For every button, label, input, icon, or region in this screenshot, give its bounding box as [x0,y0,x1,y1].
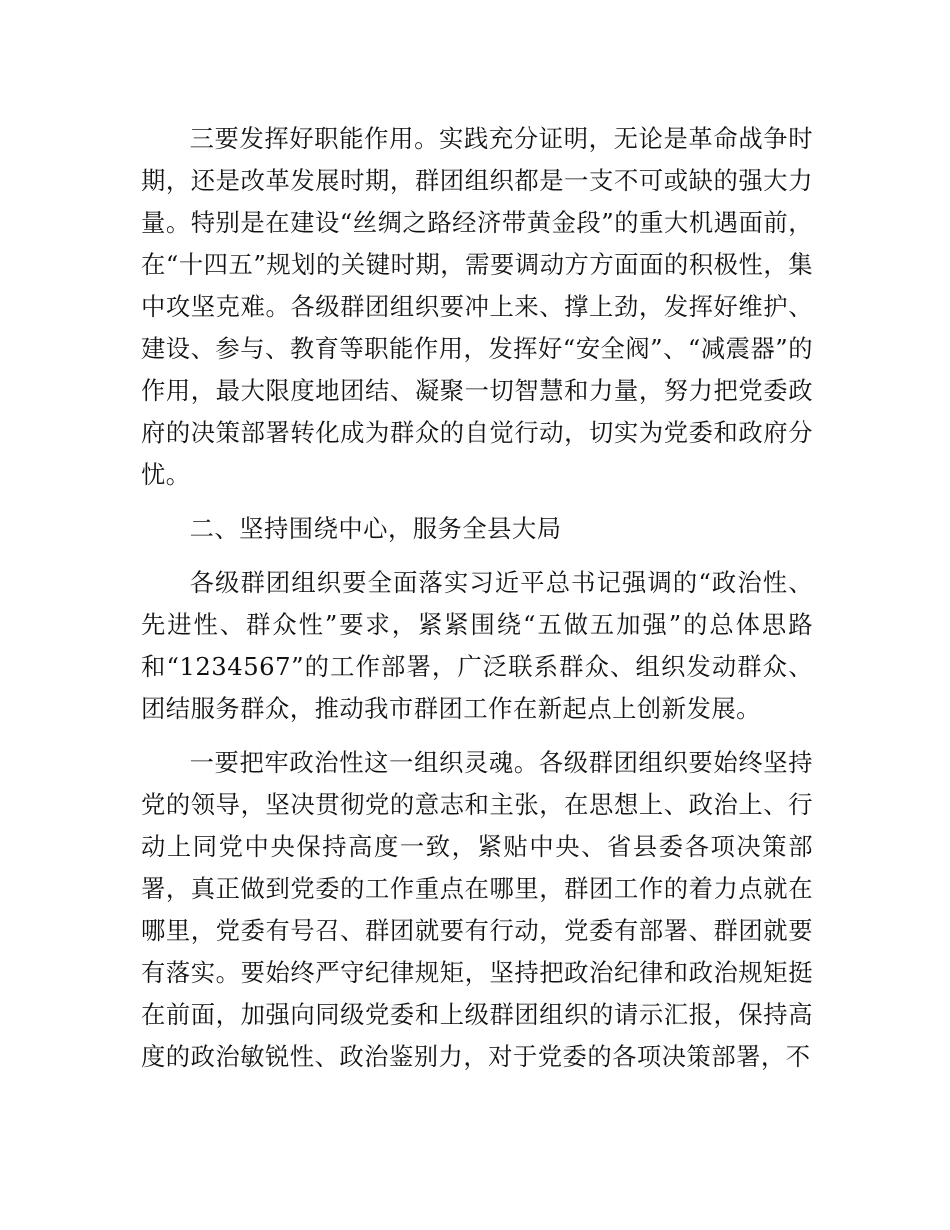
paragraph-gap [141,496,813,508]
paragraph-function-role: 三要发挥好职能作用。实践充分证明，无论是革命战争时期，还是改革发展时期，群团组织都是一支不可或缺的强大力量。特别是在建设“丝绸之路经济带黄金段”的重大机遇面前，在“十四五”规划的关键时期，需要调动方方面面的积极性，集中攻坚克难。各级群团组织要冲上来、撑上劲，发挥好维护、建设、参与、教育等职能作用，发挥好“安全阀”、“减震器”的作用，最大限度地团结、凝聚一切智慧和力量，努力把党委政府的决策部署转化成为群众的自觉行动，切实为党委和政府分忧。 [141,124,813,489]
paragraph-political-soul: 一要把牢政治性这一组织灵魂。各级群团组织要始终坚持党的领导，坚决贯彻党的意志和主张，在思想上、政治上、行动上同党中央保持高度一致，紧贴中央、省县委各项决策部署，真正做到党委的工作重点在哪里，群团工作的着力点就在哪里，党委有号召、群团就要有行动，党委有部署、群团就要有落实。要始终严守纪律规矩，坚持把政治纪律和政治规矩挺在前面，加强向同级党委和上级群团组织的请示汇报，保持高度的政治敏锐性、政治鉴别力，对于党委的各项决策部署，不 [141,748,813,1071]
section-heading: 二、坚持围绕中心，服务全县大局 [189,514,562,543]
paragraph-group-requirements: 各级群团组织要全面落实习近平总书记强调的“政治性、先进性、群众性”要求，紧紧围绕“五做五加强”的总体思路和“1234567”的工作部署，广泛联系群众、组织发动群众、团结服务群众，推动我市群团工作在新起点上创新发展。 [141,568,813,723]
document-body [141,118,813,1078]
paragraph-gap [141,550,813,562]
paragraph-gap [141,730,813,742]
